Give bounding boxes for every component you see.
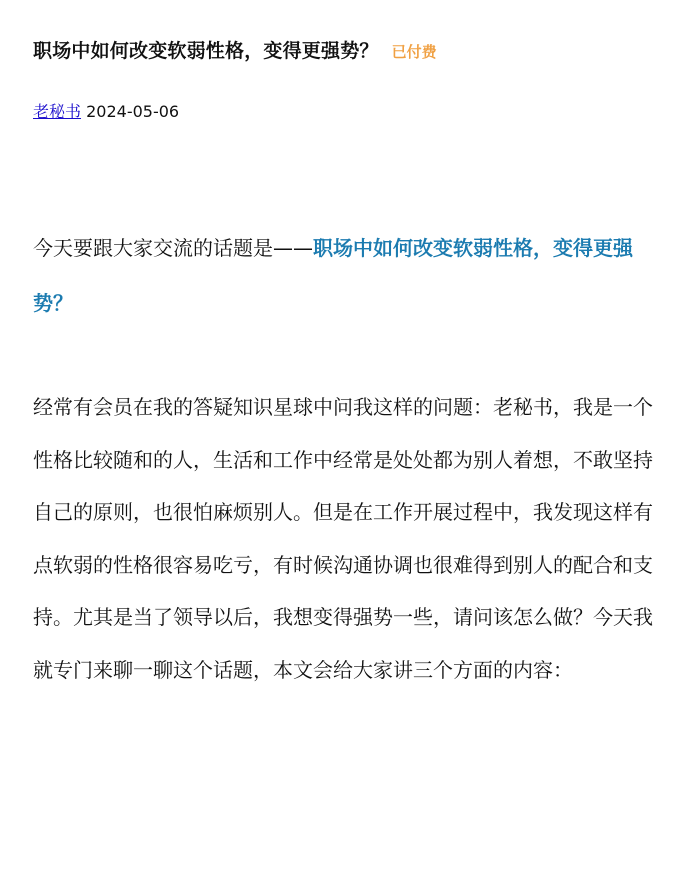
body-paragraph: 经常有会员在我的答疑知识星球中问我这样的问题：老秘书，我是一个性格比较随和的人，生活和工作中经常是处处都为别人着想，不敢坚持自己的原则，也很怕麻烦别人。但是在工作开展过程中，我发现这样有点软弱的性格很容易吃亏，有时候沟通协调也很难得到别人的配合和支持。尤其是当了领导以后，我想变得强势一些，请问该怎么做？今天我就专门来聊一聊这个话题，本文会给大家讲三个方面的内容： [33,395,653,682]
title-row [33,36,437,63]
author-link[interactable]: 老秘书 [33,102,82,121]
article-title: 职场中如何改变软弱性格，变得更强势？ [33,40,379,62]
article-meta [33,99,179,122]
intro-paragraph [33,221,648,331]
topic-highlight: 职场中如何改变软弱性格，变得更强势？ [33,236,633,315]
intro-lead: 今天要跟大家交流的话题是—— [33,236,313,260]
publish-date: 2024-05-06 [86,102,180,121]
paid-badge: 已付费 [391,43,437,61]
